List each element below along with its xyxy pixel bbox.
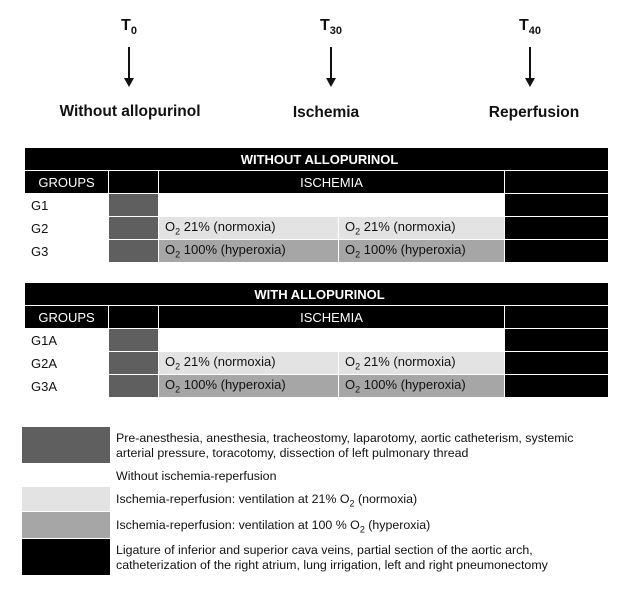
- phase-label-reperfusion: Reperfusion: [488, 104, 580, 121]
- preparation-cell: [109, 375, 159, 398]
- groups-header: GROUPS: [25, 171, 109, 194]
- reperfusion-cell: [505, 217, 609, 240]
- reperfusion-cell: [505, 329, 609, 352]
- ischemia-cell: $O_2$ 21% (normoxia): [339, 352, 505, 375]
- phase-label-ischemia: Ischemia: [292, 104, 360, 121]
- timepoint-t30: $T_{30}$: [319, 17, 343, 38]
- ischemia-cell: $O_2$ 100% (hyperoxia): [339, 240, 505, 263]
- groups-header: GROUPS: [25, 306, 109, 329]
- ischemia-cell: $O_2$ 100% (hyperoxia): [339, 375, 505, 398]
- group-label: G2: [25, 217, 109, 240]
- arrow-down-icon: [529, 47, 531, 79]
- preparation-cell: [109, 240, 159, 263]
- arrowhead-icon: [124, 78, 134, 87]
- legend-swatch-medium-gray: [22, 512, 110, 538]
- table-title: WITH ALLOPURINOL: [25, 283, 609, 306]
- table-with-allopurinol: [24, 282, 609, 398]
- reperfusion-header-cell: [505, 306, 609, 329]
- arrowhead-icon: [326, 78, 336, 87]
- reperfusion-cell: [505, 194, 609, 217]
- preparation-cell: [109, 329, 159, 352]
- legend-swatch-dark-gray: [22, 427, 110, 463]
- preparation-cell: [109, 217, 159, 240]
- arrow-down-icon: [330, 47, 332, 79]
- group-label: G1: [25, 194, 109, 217]
- ischemia-cell: $O_2$ 100% (hyperoxia): [159, 240, 339, 263]
- table-row: [25, 217, 609, 240]
- table-row: [25, 240, 609, 263]
- timepoint-t40: $T_{40}$: [518, 17, 542, 38]
- group-label: G2A: [25, 352, 109, 375]
- ischemia-cell: $O_2$ 21% (normoxia): [159, 217, 339, 240]
- phase-label-without-allopurinol: Without allopurinol: [59, 103, 201, 120]
- ischemia-header: ISCHEMIA: [159, 171, 505, 194]
- preparation-header-cell: [109, 171, 159, 194]
- legend-text-hyperoxia: Ischemia-reperfusion: ventilation at 100 % $O_2$ (hyperoxia): [116, 518, 431, 535]
- table-row: [25, 194, 609, 217]
- ischemia-cell: [159, 194, 505, 217]
- table-without-allopurinol: [24, 147, 609, 263]
- group-label: G1A: [25, 329, 109, 352]
- legend-swatch-light-gray: [22, 487, 110, 511]
- table-row: [25, 352, 609, 375]
- group-label: G3: [25, 240, 109, 263]
- ischemia-cell: $O_2$ 21% (normoxia): [159, 352, 339, 375]
- table-row: [25, 329, 609, 352]
- ischemia-cell: $O_2$ 21% (normoxia): [339, 217, 505, 240]
- legend-swatch-white: [22, 464, 110, 486]
- reperfusion-cell: [505, 352, 609, 375]
- legend-text-no-ischemia: Without ischemia-reperfusion: [116, 469, 277, 483]
- table-row: [25, 375, 609, 398]
- ischemia-cell: $O_2$ 100% (hyperoxia): [159, 375, 339, 398]
- arrowhead-icon: [525, 78, 535, 87]
- table-title: WITHOUT ALLOPURINOL: [25, 148, 609, 171]
- timepoint-t0: $T_0$: [121, 17, 137, 38]
- preparation-cell: [109, 352, 159, 375]
- legend-text-normoxia: Ischemia-reperfusion: ventilation at 21% $O_2$ (normoxia): [116, 492, 418, 509]
- ischemia-cell: [159, 329, 505, 352]
- reperfusion-header-cell: [505, 171, 609, 194]
- legend-swatch-black: [22, 539, 110, 575]
- preparation-cell: [109, 194, 159, 217]
- arrow-down-icon: [128, 47, 130, 79]
- group-label: G3A: [25, 375, 109, 398]
- reperfusion-cell: [505, 375, 609, 398]
- legend-text-reperfusion: Ligature of inferior and superior cava veins, partial section of the aortic arch, catheterization of the right atrium, lung irrigation, left and right pneumonectomy: [116, 543, 548, 572]
- legend-text-preparation: Pre-anesthesia, anesthesia, tracheostomy, laparotomy, aortic catheterism, systemic arterial pressure, toracotomy, dissection of left pulmonary thread: [116, 431, 574, 460]
- preparation-header-cell: [109, 306, 159, 329]
- reperfusion-cell: [505, 240, 609, 263]
- ischemia-header: ISCHEMIA: [159, 306, 505, 329]
